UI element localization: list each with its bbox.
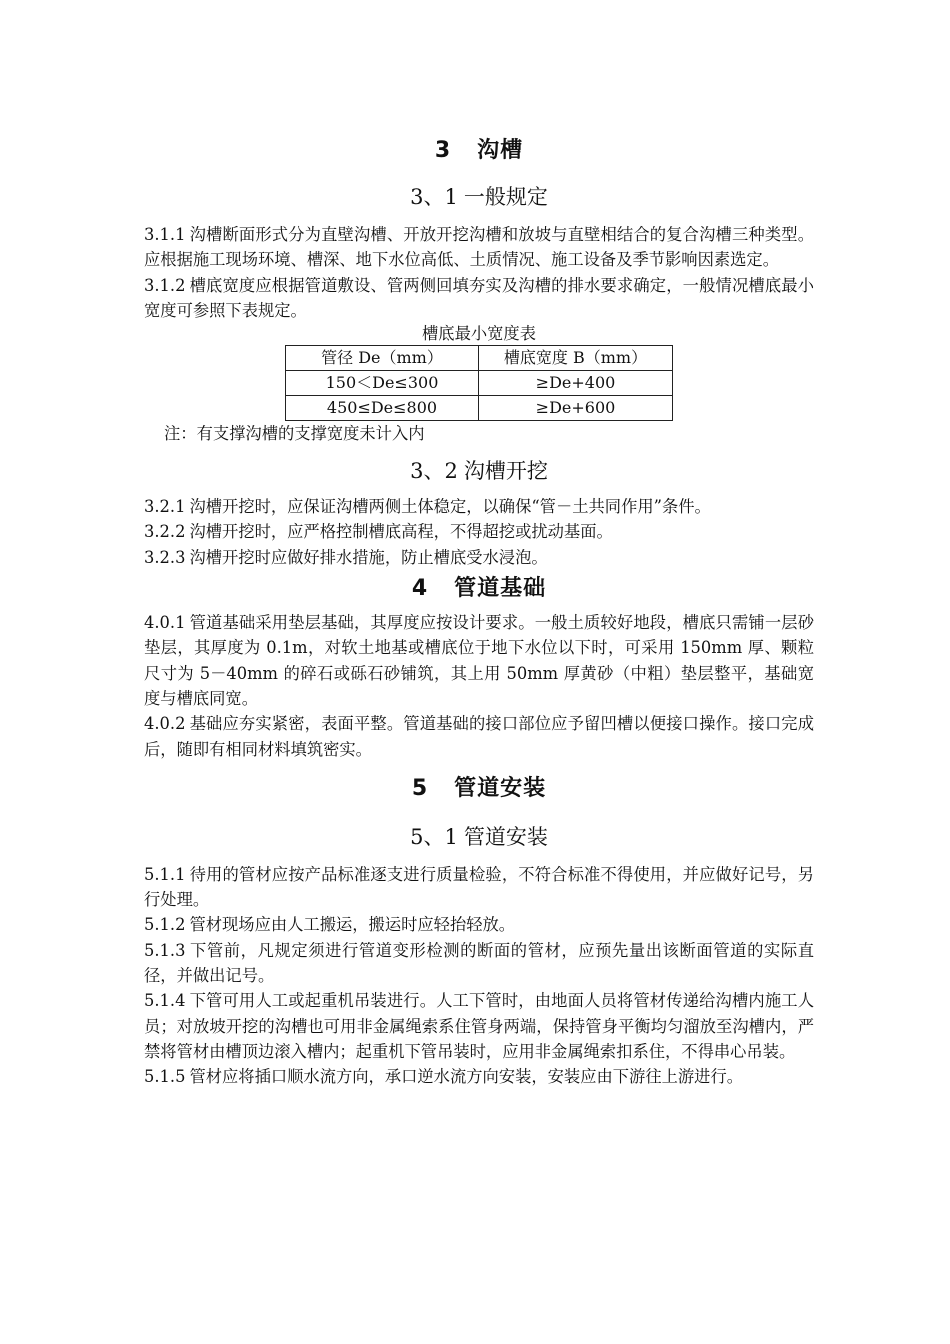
clause-text: 管材应将插口顺水流方向，承口逆水流方向安装，安装应由下游往上游进行。 — [189, 1067, 744, 1087]
subsection-title: 一般规定 — [463, 185, 548, 209]
table-header-row — [286, 346, 673, 371]
section-number: 3 — [434, 138, 452, 163]
subsection-number: 3、1 — [410, 185, 458, 209]
subsection-number: 5、1 — [410, 824, 458, 849]
clause-text: 沟槽开挖时，应严格控制槽底高程，不得超挖或扰动基面。 — [189, 522, 613, 542]
table-header-cell: 管径 De（mm） — [286, 346, 479, 371]
table-cell: 450≤De≤800 — [286, 396, 479, 421]
table-header-cell: 槽底宽度 B（mm） — [479, 346, 673, 371]
clause-text: 沟槽开挖时，应保证沟槽两侧土体稳定，以确保“管－土共同作用”条件。 — [189, 497, 711, 517]
table-cell: ≥De+600 — [479, 396, 673, 421]
clause-5-1-5 — [144, 1064, 814, 1089]
table-note: 注：有支撑沟槽的支撑宽度未计入内 — [164, 424, 425, 444]
clause-text: 下管前，凡规定须进行管道变形检测的断面的管材，应预先量出该断面管道的实际直径，并做出记号。 — [144, 940, 814, 986]
section-3-heading — [144, 136, 814, 166]
section-4-heading — [144, 574, 814, 604]
table-title: 槽底最小宽度表 — [422, 324, 536, 344]
clause-number: 5.1.4 — [144, 991, 186, 1011]
clause-number: 5.1.1 — [144, 864, 186, 884]
clause-4-0-2 — [144, 711, 814, 762]
clause-number: 5.1.5 — [144, 1067, 186, 1087]
clause-text: 槽底宽度应根据管道敷设、管两侧回填夯实及沟槽的排水要求确定，一般情况槽底最小宽度可参照下表规定。 — [144, 275, 814, 320]
table-row — [286, 396, 673, 421]
clause-5-1-1 — [144, 862, 814, 913]
clause-text: 管材现场应由人工搬运，搬运时应轻抬轻放。 — [189, 915, 516, 935]
trench-width-table — [285, 345, 673, 421]
subsection-5-1-heading — [144, 822, 814, 852]
section-number: 5 — [411, 775, 429, 801]
clause-5-1-3 — [144, 938, 814, 989]
clause-text: 基础应夯实紧密，表面平整。管道基础的接口部位应予留凹槽以便接口操作。接口完成后，随即有相同材料填筑密实。 — [144, 714, 814, 759]
clause-3-1-1 — [144, 222, 814, 273]
subsection-3-2-heading — [144, 456, 814, 486]
clause-number: 3.2.2 — [144, 522, 186, 542]
clause-number: 5.1.3 — [144, 940, 186, 960]
clause-3-1-2 — [144, 273, 814, 324]
clause-5-1-2 — [144, 912, 814, 937]
subsection-title: 管道安装 — [463, 824, 548, 849]
section-number: 4 — [411, 576, 429, 602]
clause-number: 4.0.1 — [144, 613, 186, 633]
clause-number: 4.0.2 — [144, 714, 186, 734]
subsection-number: 3、2 — [410, 459, 458, 484]
section-5-heading — [144, 774, 814, 804]
clause-text: 下管可用人工或起重机吊装进行。人工下管时，由地面人员将管材传递给沟槽内施工人员；对放坡开挖的沟槽也可用非金属绳索系住管身两端，保持管身平衡均匀溜放至沟槽内，严禁将管材由槽顶边滚入槽内；起重机下管吊装时，应用非金属绳索扣系住，不得串心吊装。 — [144, 991, 814, 1061]
table-cell: 150＜De≤300 — [286, 371, 479, 396]
clause-text: 管道基础采用垫层基础，其厚度应按设计要求。一般土质较好地段，槽底只需铺一层砂垫层，其厚度为 0.1m，对软土地基或槽底位于地下水位以下时，可采用 150mm 厚、颗粒尺寸为 5－40mm 的碎石或砾石砂铺筑，其上用 50mm 厚黄砂（中粗）垫层整平，基础宽度与槽底同宽。 — [144, 613, 814, 708]
clause-3-2-1 — [144, 494, 814, 519]
subsection-title: 沟槽开挖 — [463, 459, 548, 484]
subsection-3-1-heading — [144, 182, 814, 212]
clause-5-1-4 — [144, 988, 814, 1064]
table-row — [286, 371, 673, 396]
clause-3-2-2 — [144, 519, 814, 544]
clause-number: 3.2.3 — [144, 547, 186, 567]
clause-text: 沟槽断面形式分为直壁沟槽、开放开挖沟槽和放坡与直壁相结合的复合沟槽三种类型。应根据施工现场环境、槽深、地下水位高低、土质情况、施工设备及季节影响因素选定。 — [144, 225, 814, 270]
clause-text: 沟槽开挖时应做好排水措施，防止槽底受水浸泡。 — [189, 547, 548, 567]
section-title: 管道安装 — [454, 775, 547, 801]
clause-number: 3.1.1 — [144, 225, 186, 244]
clause-number: 3.1.2 — [144, 275, 186, 295]
clause-text: 待用的管材应按产品标准逐支进行质量检验，不符合标准不得使用，并应做好记号，另行处理。 — [144, 864, 814, 910]
section-title: 管道基础 — [454, 576, 547, 602]
clause-3-2-3 — [144, 545, 814, 570]
clause-number: 5.1.2 — [144, 915, 186, 935]
table-cell: ≥De+400 — [479, 371, 673, 396]
section-title: 沟槽 — [477, 138, 524, 163]
document-page — [144, 130, 814, 1090]
clause-number: 3.2.1 — [144, 497, 186, 517]
clause-4-0-1 — [144, 610, 814, 711]
